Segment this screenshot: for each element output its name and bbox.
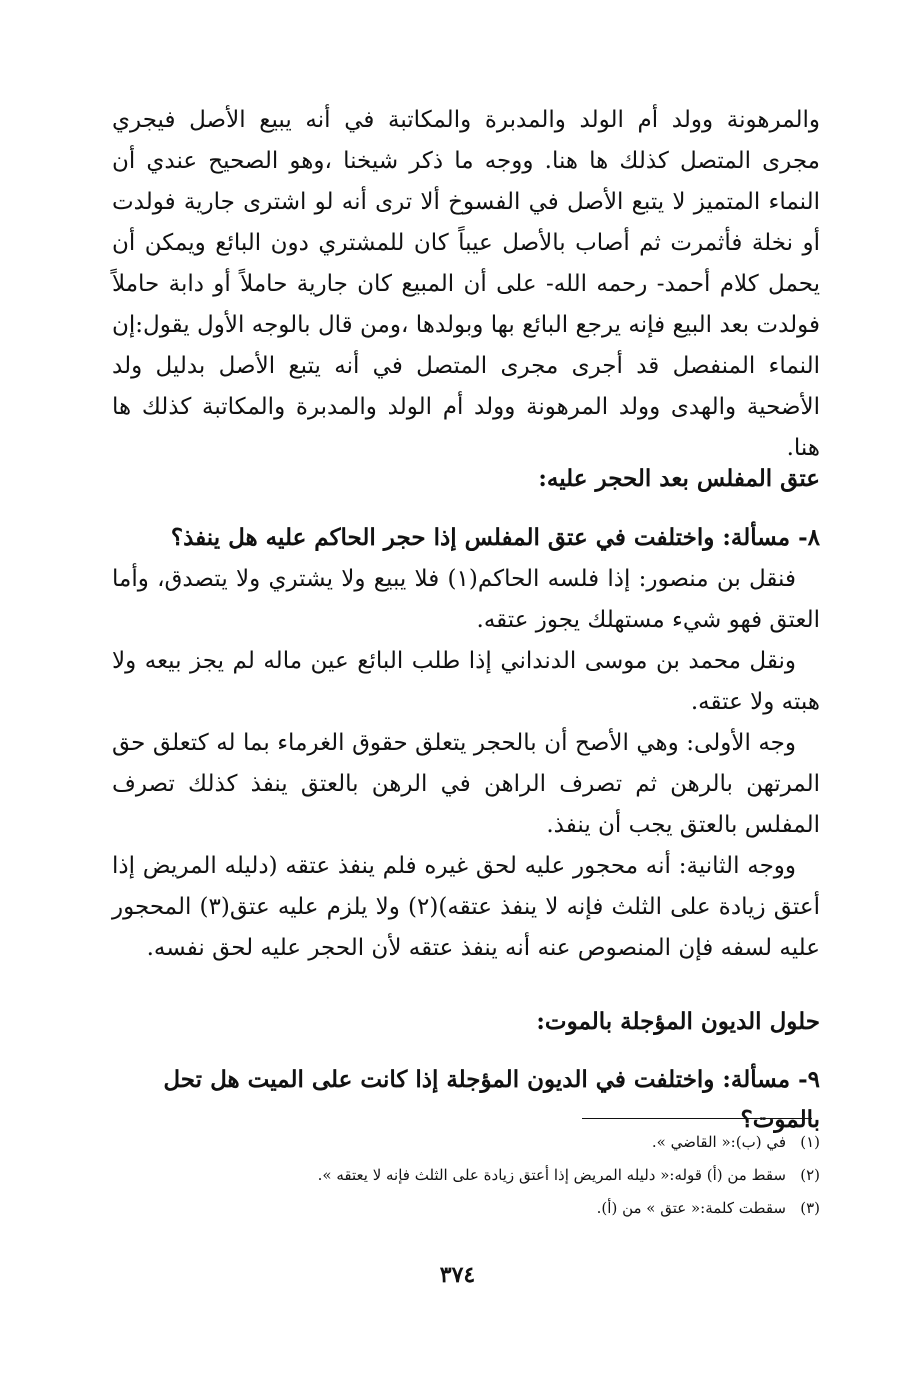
page-number: ٣٧٤ — [439, 1262, 476, 1288]
opening-paragraph-block — [112, 100, 820, 469]
paragraph-first-view: وجه الأولى: وهي الأصح أن بالحجر يتعلق حقوق الغرماء بما له كتعلق حق المرتهن بالرهن ثم تصرف الراهن في الرهن بالعتق ينفذ كذلك تصرف المفلس بالعتق يجب أن ينفذ. — [112, 730, 820, 838]
opening-paragraph: والمرهونة وولد أم الولد والمدبرة والمكاتبة في أنه يبيع الأصل فيجري مجرى المتصل كذلك ها هنا. ووجه ما ذكر شيخنا ،وهو الصحيح عندي أن النماء المتميز لا يتبع الأصل في الفسوخ ألا ترى أنه لو اشترى جارية فولدت أو نخلة فأثمرت ثم أصاب بالأصل عيباً كان للمشتري دون البائع ويمكن أن يحمل كلام أحمد- رحمه الله- على أن المبيع كان جارية حاملاً أو دابة حاملاً فولدت بعد البيع فإنه يرجع البائع بها وبولدها ،ومن قال بالوجه الأول يقول:إن النماء المنفصل قد أجرى مجرى المتصل في أنه يتبع الأصل بدليل ولد الأضحية والهدى وولد المرهونة وولد أم الولد والمدبرة والمكاتبة كذلك ها هنا. — [112, 107, 820, 461]
footnote-1 — [112, 1126, 820, 1159]
footnote-number: (٢) — [800, 1166, 820, 1184]
footnote-text: في (ب):« القاضي ». — [651, 1133, 786, 1151]
issue-8-text: ٨- مسألة: واختلفت في عتق المفلس إذا حجر الحاكم عليه هل ينفذ؟ — [170, 524, 820, 551]
section-heading-deferred-debts: حلول الديون المؤجلة بالموت: — [536, 1008, 820, 1035]
footnote-2 — [112, 1159, 820, 1192]
issue-9: ٩- مسألة: واختلفت في الديون المؤجلة إذا كانت على الميت هل تحل بالموت؟ — [163, 1066, 820, 1133]
footnote-text: سقطت كلمة:« عتق » من (أ). — [596, 1199, 786, 1217]
paragraph-muhammad-ibn-musa: ونقل محمد بن موسى الدنداني إذا طلب البائع عين ماله لم يجز بيعه ولا هبته ولا عتقه. — [112, 648, 820, 715]
footnotes — [112, 1126, 820, 1225]
footnote-3 — [112, 1192, 820, 1225]
footnote-divider — [582, 1118, 812, 1119]
section-insolvent-body — [112, 517, 820, 969]
footnote-number: (٣) — [800, 1199, 820, 1217]
section-heading-insolvent-manumission: عتق المفلس بعد الحجر عليه: — [538, 465, 820, 492]
footnote-text: سقط من (أ) قوله:« دليله المريض إذا أعتق زيادة على الثلث فإنه لا يعتقه ». — [317, 1166, 786, 1184]
paragraph-second-view: ووجه الثانية: أنه محجور عليه لحق غيره فلم ينفذ عتقه (دليله المريض إذا أعتق زيادة على الثلث فإنه لا ينفذ عتقه)(٢) ولا يلزم عليه عتق(٣) المحجور عليه لسفه فإن المنصوص عنه أنه ينفذ عتقه لأن الحجر عليه لحق نفسه. — [112, 853, 820, 961]
footnote-number: (١) — [800, 1133, 820, 1151]
paragraph-ibn-mansur: فنقل بن منصور: إذا فلسه الحاكم(١) فلا يبيع ولا يشتري ولا يتصدق، وأما العتق فهو شيء مستهلك يجوز عتقه. — [112, 566, 820, 633]
issue-8 — [112, 517, 820, 559]
